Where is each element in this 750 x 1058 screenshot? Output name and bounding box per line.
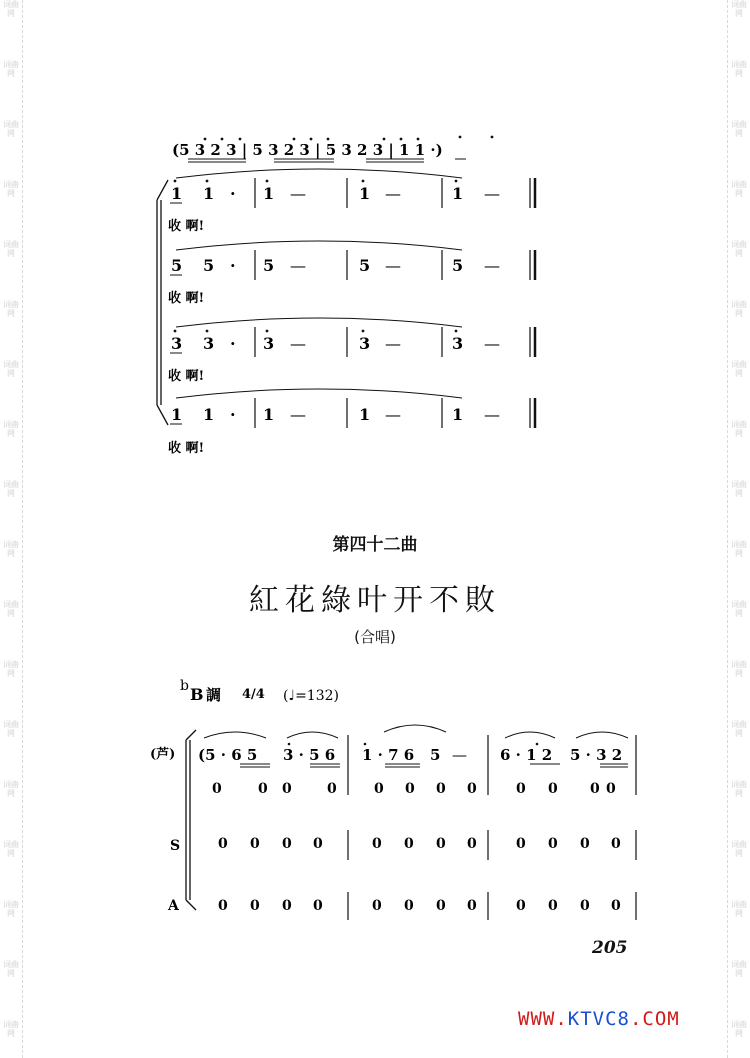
melody-m2a: 1 · 7 6 [362, 746, 415, 764]
melody-m2c: — [452, 746, 467, 764]
svg-text:1: 1 [203, 405, 215, 424]
watermark: 词曲网 [731, 780, 747, 798]
svg-text:3: 3 [452, 334, 464, 353]
svg-text:0: 0 [580, 898, 590, 914]
watermark: 词曲网 [731, 540, 747, 558]
svg-text:0: 0 [374, 781, 384, 797]
svg-text:1: 1 [263, 405, 275, 424]
svg-text:0: 0 [467, 898, 477, 914]
watermark: 词曲网 [731, 420, 747, 438]
svg-text:0: 0 [258, 781, 268, 797]
svg-text:1: 1 [452, 184, 464, 203]
svg-text:0: 0 [218, 898, 228, 914]
watermark: 词曲网 [731, 960, 747, 978]
watermark: 词曲网 [731, 720, 747, 738]
watermark: 词曲网 [3, 660, 19, 678]
score-bottom [0, 670, 750, 930]
watermark: 词曲网 [3, 0, 19, 18]
svg-text:·: · [230, 184, 236, 203]
svg-text:—: — [385, 256, 401, 275]
watermark: 词曲网 [3, 120, 19, 138]
svg-text:—: — [290, 184, 306, 203]
svg-text:0: 0 [372, 836, 382, 852]
svg-text:0: 0 [548, 781, 558, 797]
voice-4-notes: 1 [171, 405, 183, 424]
watermark: 词曲网 [3, 300, 19, 318]
watermark: 词曲网 [731, 840, 747, 858]
voice-2-lyric: 收 啊! [168, 291, 205, 306]
melody-m2b: 5 [430, 746, 441, 764]
svg-text:1: 1 [359, 405, 371, 424]
voice-3-notes: 3 [171, 334, 183, 353]
svg-text:—: — [290, 334, 306, 353]
svg-text:0: 0 [580, 836, 590, 852]
svg-text:1: 1 [452, 405, 464, 424]
svg-text:0: 0 [548, 836, 558, 852]
song-subtitle: (合唱) [354, 628, 396, 646]
watermark: 词曲网 [3, 480, 19, 498]
svg-text:0: 0 [313, 898, 323, 914]
watermark: 词曲网 [731, 1020, 747, 1038]
instrument-rests [212, 781, 616, 797]
svg-text:·: · [230, 256, 236, 275]
svg-text:—: — [484, 334, 500, 353]
watermark: 词曲网 [3, 600, 19, 618]
page-number: 205 [592, 938, 628, 958]
svg-text:0: 0 [218, 836, 228, 852]
tempo-marking: (♩=132) [283, 688, 339, 704]
svg-text:0: 0 [436, 898, 446, 914]
svg-text:—: — [290, 256, 306, 275]
svg-text:·: · [230, 405, 236, 424]
svg-text:0: 0 [404, 836, 414, 852]
watermark: 词曲网 [3, 720, 19, 738]
watermark: 词曲网 [731, 480, 747, 498]
watermark: 词曲网 [3, 420, 19, 438]
watermark: 词曲网 [731, 0, 747, 18]
voice-4-lyric: 收 啊! [168, 441, 205, 456]
watermark: 词曲网 [3, 540, 19, 558]
svg-text:·: · [230, 334, 236, 353]
svg-text:1: 1 [359, 184, 371, 203]
svg-text:0: 0 [516, 836, 526, 852]
svg-text:0: 0 [516, 898, 526, 914]
voice-1-lyric: 收 啊! [168, 219, 205, 234]
svg-text:—: — [484, 405, 500, 424]
watermark: 词曲网 [731, 900, 747, 918]
alto-rests [218, 898, 621, 914]
watermark: 词曲网 [731, 180, 747, 198]
svg-text:5: 5 [263, 256, 275, 275]
voice-3-lyric: 收 啊! [168, 369, 205, 384]
watermark: 词曲网 [731, 60, 747, 78]
svg-text:—: — [484, 184, 500, 203]
key-mode: 調 [206, 686, 222, 704]
svg-text:0: 0 [372, 898, 382, 914]
svg-text:0: 0 [404, 898, 414, 914]
soprano-rests [218, 836, 621, 852]
watermark: 词曲网 [3, 960, 19, 978]
svg-text:0: 0 [611, 898, 621, 914]
instrument-label: (芦) [150, 747, 176, 762]
svg-text:3: 3 [359, 334, 371, 353]
key-flat: b [180, 678, 189, 694]
watermark: 词曲网 [3, 780, 19, 798]
svg-text:—: — [385, 334, 401, 353]
svg-text:0: 0 [313, 836, 323, 852]
svg-text:0: 0 [436, 836, 446, 852]
svg-text:—: — [484, 256, 500, 275]
svg-text:0: 0 [611, 836, 621, 852]
svg-text:1: 1 [203, 184, 215, 203]
svg-text:0: 0 [467, 836, 477, 852]
voice-1-notes: 1 [171, 184, 183, 203]
svg-text:1: 1 [263, 184, 275, 203]
melody-m3a: 6 · 1 2 [500, 746, 553, 764]
svg-text:5: 5 [203, 256, 215, 275]
svg-text:0: 0 [516, 781, 526, 797]
watermark: 词曲网 [731, 660, 747, 678]
alto-label: A [168, 898, 179, 914]
soprano-label: S [170, 838, 181, 854]
site-url-watermark: WWW.KTVC8.COM [518, 1008, 680, 1030]
svg-text:0: 0 [548, 898, 558, 914]
svg-text:0: 0 [467, 781, 477, 797]
watermark: 词曲网 [731, 300, 747, 318]
watermark: 词曲网 [3, 180, 19, 198]
svg-text:0: 0 [606, 781, 616, 797]
watermark: 词曲网 [3, 360, 19, 378]
voice-2-notes: 5 [171, 256, 183, 275]
score-top [0, 0, 750, 470]
svg-text:—: — [385, 405, 401, 424]
watermark: 词曲网 [731, 600, 747, 618]
svg-text:0: 0 [250, 898, 260, 914]
watermark: 词曲网 [731, 240, 747, 258]
svg-text:3: 3 [203, 334, 215, 353]
watermark: 词曲网 [3, 240, 19, 258]
svg-text:0: 0 [212, 781, 222, 797]
melody-m1a: (5 · 6 5 [198, 746, 258, 764]
watermark: 词曲网 [731, 360, 747, 378]
svg-text:0: 0 [282, 781, 292, 797]
watermark: 词曲网 [3, 1020, 19, 1038]
svg-text:0: 0 [405, 781, 415, 797]
song-title: 紅花綠叶开不敗 [249, 583, 501, 618]
svg-text:0: 0 [282, 836, 292, 852]
svg-text:0: 0 [436, 781, 446, 797]
svg-text:5: 5 [452, 256, 464, 275]
watermark: 词曲网 [3, 840, 19, 858]
svg-text:—: — [290, 405, 306, 424]
watermark: 词曲网 [731, 120, 747, 138]
svg-text:—: — [385, 184, 401, 203]
watermark: 词曲网 [3, 60, 19, 78]
svg-text:0: 0 [590, 781, 600, 797]
intro-line: (5 3 2 3 | 5 3 2 3 | 5 3 2 3 | 1 1 ·) [172, 141, 443, 159]
melody-m1b: 3 · 5 6 [283, 746, 336, 764]
movement-heading: 第四十二曲 [332, 535, 418, 555]
svg-text:0: 0 [250, 836, 260, 852]
key-name: B [190, 685, 204, 704]
watermark: 词曲网 [3, 900, 19, 918]
svg-text:0: 0 [327, 781, 337, 797]
time-signature: 4/4 [242, 687, 265, 702]
melody-m3b: 5 · 3 2 [570, 746, 623, 764]
svg-text:5: 5 [359, 256, 371, 275]
svg-text:0: 0 [282, 898, 292, 914]
svg-text:3: 3 [263, 334, 275, 353]
